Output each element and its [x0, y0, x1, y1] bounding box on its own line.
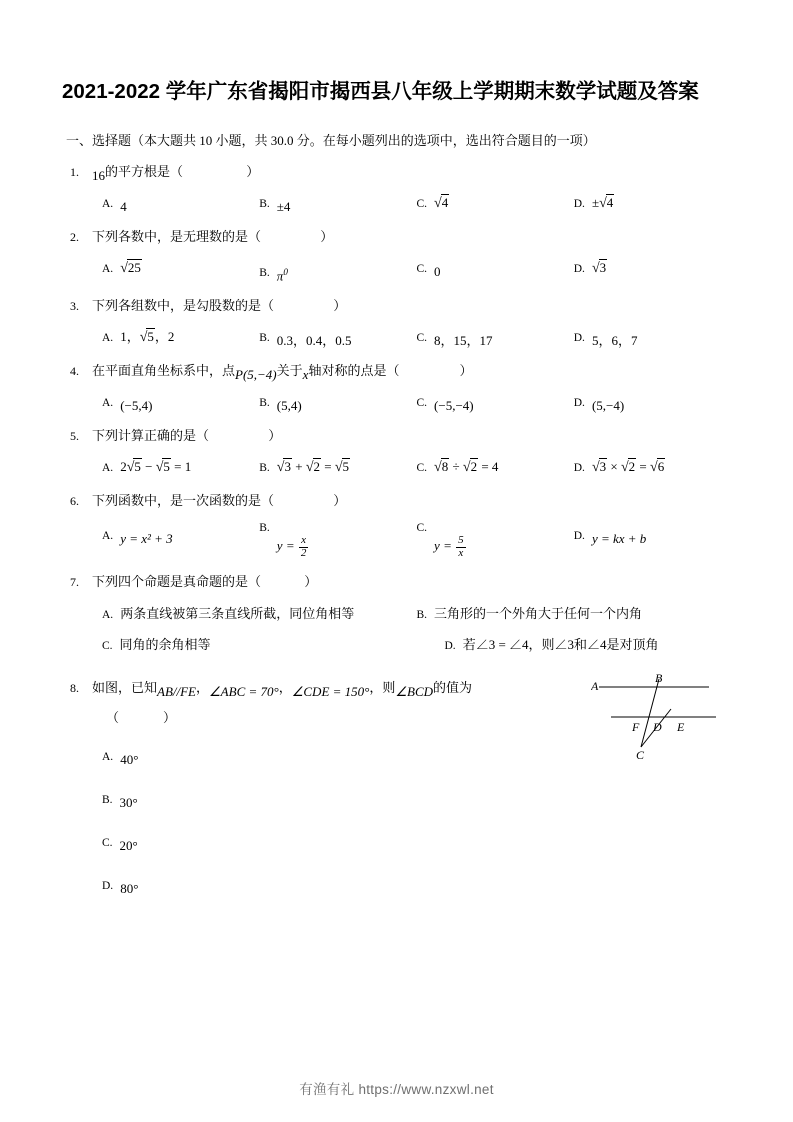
- option-text: 40°: [120, 752, 139, 768]
- option-text: 4: [120, 199, 127, 214]
- question-stem: [92, 164, 260, 183]
- option-c[interactable]: [417, 254, 574, 287]
- option-label: D.: [573, 332, 585, 345]
- option-label: C.: [416, 462, 428, 475]
- option-text: ±4: [276, 199, 291, 214]
- option-text: √3 × √2 = √6: [591, 459, 665, 476]
- question-number: 5.: [70, 429, 79, 444]
- option-label: B.: [259, 267, 270, 280]
- option-label: C.: [416, 397, 428, 410]
- option-label: C.: [416, 522, 428, 535]
- question-1-options: [62, 189, 731, 218]
- page-title: 2021-2022 学年广东省揭阳市揭西县八年级上学期期末数学试题及答案: [62, 80, 699, 103]
- question-8-ab: AB//FE: [157, 684, 197, 700]
- option-text: 5，6，7: [591, 333, 638, 349]
- question-2-options: [62, 254, 731, 287]
- svg-text:A: A: [591, 679, 599, 694]
- option-label: A.: [102, 609, 114, 622]
- option-text: √4: [434, 195, 449, 211]
- option-text: √8 ÷ √2 = 4: [434, 459, 499, 476]
- question-5-close: ）: [268, 428, 282, 444]
- option-label: A.: [102, 263, 114, 275]
- option-label: D.: [573, 198, 585, 210]
- option-c[interactable]: [417, 189, 574, 218]
- option-label: D.: [102, 880, 114, 893]
- option-text: √25: [120, 260, 141, 276]
- option-text: 两条直线被第三条直线所截，同位角相等: [120, 606, 355, 622]
- option-text: 同角的余角相等: [119, 637, 211, 653]
- option-label: D.: [573, 530, 585, 543]
- question-1-text: 的平方根是（: [105, 164, 184, 179]
- option-text: 8，15，17: [434, 333, 493, 349]
- option-label: D.: [573, 263, 585, 275]
- question-8-angle2: ∠CDE = 150°: [291, 684, 370, 700]
- option-label: C.: [416, 198, 428, 210]
- question-3-options: [62, 323, 731, 352]
- svg-text:D: D: [653, 720, 662, 735]
- option-b[interactable]: [259, 453, 416, 482]
- option-text: 三角形的一个外角大于任何一个内角: [434, 606, 643, 622]
- option-b[interactable]: [259, 189, 416, 218]
- option-label: A.: [102, 530, 114, 543]
- option-a[interactable]: [102, 735, 731, 778]
- question-8-c3: ，则: [369, 680, 396, 696]
- option-text: y = $\frac{5}{x}$: [434, 534, 464, 559]
- question-stem: 下列函数中，是一次函数的是（: [92, 493, 275, 509]
- option-a[interactable]: [102, 189, 259, 218]
- option-d[interactable]: [574, 388, 731, 417]
- option-a[interactable]: [102, 388, 259, 417]
- option-text: $\pi^0$: [276, 267, 288, 284]
- option-d[interactable]: [102, 864, 731, 907]
- question-1-close: ）: [246, 164, 260, 179]
- option-d[interactable]: [574, 518, 731, 553]
- question-3-close: ）: [333, 298, 347, 314]
- option-b[interactable]: [259, 323, 416, 352]
- option-text: (−5,−4): [434, 398, 474, 414]
- option-label: B.: [259, 462, 270, 475]
- question-number: 8.: [70, 681, 79, 696]
- question-8-c2: ，: [278, 680, 292, 696]
- option-b[interactable]: [259, 254, 416, 287]
- option-b[interactable]: [259, 518, 416, 559]
- option-d[interactable]: [417, 630, 732, 661]
- question-2-close: ）: [320, 229, 334, 244]
- option-d[interactable]: [574, 323, 731, 352]
- option-text: 1，√5，2: [120, 329, 175, 346]
- question-7-close: ）: [304, 574, 318, 590]
- option-c[interactable]: [417, 453, 574, 482]
- option-text: (−5,4): [120, 398, 153, 414]
- option-text: y = $\frac{x}{2}$: [276, 534, 307, 559]
- option-b[interactable]: [102, 778, 731, 821]
- question-4-tail: 轴对称的点是（: [308, 363, 400, 379]
- question-1: [62, 159, 731, 185]
- question-stem: 下列四个命题是真命题的是（: [92, 574, 262, 590]
- option-label: D.: [573, 462, 585, 475]
- question-number: 1.: [70, 165, 79, 179]
- option-b[interactable]: [417, 599, 732, 630]
- option-label: D.: [573, 397, 585, 410]
- option-d[interactable]: [574, 254, 731, 287]
- svg-text:E: E: [677, 720, 685, 735]
- option-text: ±√4: [591, 195, 614, 211]
- option-label: C.: [416, 332, 428, 345]
- option-label: C.: [102, 640, 113, 653]
- question-4-options: [62, 388, 731, 417]
- option-text: 30°: [119, 795, 138, 811]
- option-label: D.: [444, 640, 456, 653]
- svg-text:C: C: [636, 748, 645, 762]
- option-text: √3 + √2 = √5: [276, 459, 350, 476]
- question-8-pre: 如图，已知: [92, 680, 158, 696]
- option-label: B.: [259, 332, 270, 345]
- question-4-point: P(5,−4): [235, 367, 277, 383]
- option-label: B.: [102, 794, 113, 807]
- option-b[interactable]: [259, 388, 416, 417]
- question-5-options: [62, 453, 731, 482]
- option-d[interactable]: [574, 189, 731, 218]
- option-text: 2√5 − √5 = 1: [120, 459, 192, 476]
- option-label: B.: [259, 397, 270, 410]
- question-6: [62, 488, 731, 514]
- option-label: A.: [102, 198, 114, 210]
- option-text: (5,4): [276, 398, 302, 414]
- question-stem: [92, 363, 473, 383]
- watermark: 有渔有礼 https://www.nzxwl.net: [299, 1082, 494, 1097]
- question-4-axis: x: [302, 367, 309, 383]
- question-8-open: （: [106, 710, 120, 726]
- question-7: [62, 569, 731, 595]
- option-label: B.: [259, 198, 270, 210]
- option-label: A.: [102, 332, 114, 345]
- option-text: 0: [434, 264, 441, 279]
- question-stem: 下列各数中，是无理数的是（: [92, 229, 262, 244]
- question-4-post: 关于: [276, 363, 303, 379]
- question-6-close: ）: [333, 493, 347, 509]
- option-label: C.: [416, 263, 428, 275]
- option-label: A.: [102, 462, 114, 475]
- option-text: y = x² + 3: [120, 531, 173, 547]
- question-stem: 下列计算正确的是（: [92, 428, 210, 444]
- option-text: 80°: [120, 881, 139, 897]
- option-c[interactable]: [102, 630, 417, 661]
- question-number: 6.: [70, 494, 79, 509]
- question-8-c1: ，: [196, 680, 210, 696]
- question-8-close: ）: [163, 710, 177, 726]
- svg-text:B: B: [655, 671, 663, 686]
- question-5: [62, 423, 731, 449]
- question-7-options: [62, 599, 731, 661]
- option-a[interactable]: [102, 599, 417, 630]
- question-1-value: 16: [92, 168, 105, 183]
- question-number: 7.: [70, 575, 79, 590]
- question-number: 4.: [70, 364, 79, 379]
- svg-text:F: F: [632, 720, 640, 735]
- option-text: 20°: [119, 838, 138, 854]
- option-text: y = kx + b: [591, 531, 647, 547]
- option-a[interactable]: [102, 254, 259, 287]
- option-a[interactable]: [102, 518, 259, 553]
- option-label: B.: [416, 609, 428, 622]
- option-text: √3: [591, 260, 607, 276]
- option-a[interactable]: [102, 323, 259, 352]
- option-label: C.: [102, 837, 113, 850]
- question-stem: [92, 675, 472, 701]
- option-text: 若∠3 = ∠4，则∠3和∠4是对顶角: [462, 637, 659, 653]
- option-a[interactable]: [102, 453, 259, 482]
- option-label: B.: [259, 522, 270, 535]
- option-label: A.: [102, 751, 114, 764]
- question-number: 2.: [70, 230, 79, 244]
- option-label: A.: [102, 397, 114, 410]
- option-c[interactable]: [417, 388, 574, 417]
- option-d[interactable]: [574, 453, 731, 482]
- section-heading: 一、选择题（本大题共 10 小题，共 30.0 分。在每小题列出的选项中，选出符合题目的一项）: [66, 133, 596, 148]
- question-8-tail: 的值为: [433, 680, 473, 696]
- question-8-angle3: ∠BCD: [395, 684, 434, 700]
- question-stem: 下列各组数中，是勾股数的是（: [92, 298, 275, 314]
- option-text: (5,−4): [591, 398, 625, 414]
- option-c[interactable]: [416, 518, 574, 559]
- question-8-bracket: [62, 705, 731, 731]
- question-number: 3.: [70, 299, 79, 314]
- question-3: [62, 293, 731, 319]
- option-c[interactable]: [102, 821, 731, 864]
- question-8-angle1: ∠ABC = 70°: [209, 684, 279, 700]
- question-4: [62, 358, 731, 384]
- option-c[interactable]: [417, 323, 574, 352]
- question-6-options: [62, 518, 731, 559]
- option-text: 0.3，0.4，0.5: [276, 333, 352, 349]
- question-4-pre: 在平面直角坐标系中，点: [92, 363, 236, 379]
- question-8-options: [62, 735, 731, 907]
- question-2: [62, 224, 731, 250]
- question-4-close: ）: [459, 363, 473, 379]
